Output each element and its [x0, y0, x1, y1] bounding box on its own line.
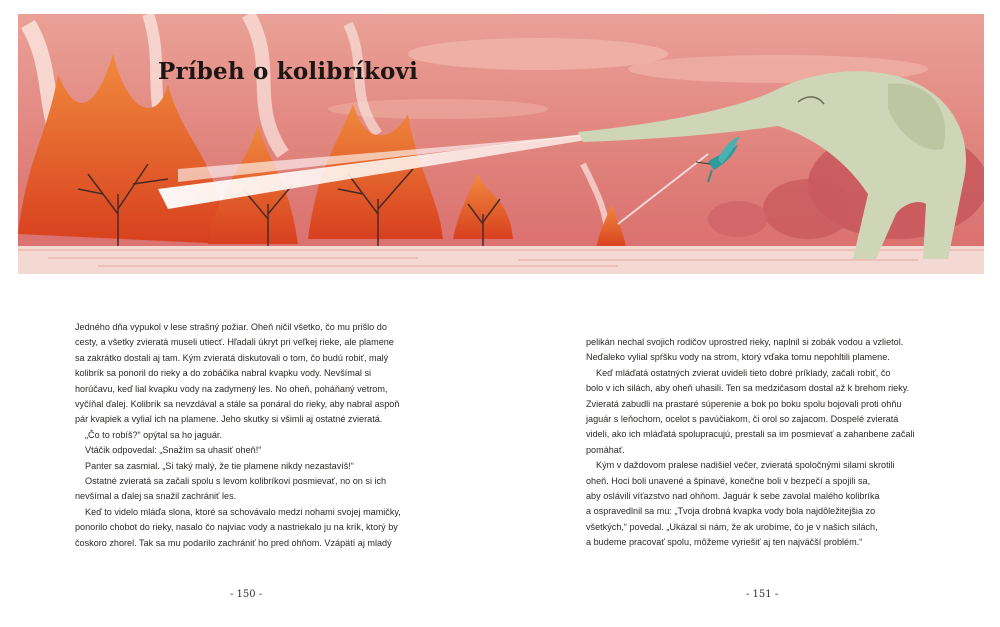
text-line: nevšímal a ďalej sa snažil zachrániť les.	[75, 491, 237, 502]
forest-fire-illustration	[18, 14, 984, 274]
text-line: a budeme pracovať spolu, môžeme vyriešiť aj ten najväčší problém.“	[586, 537, 863, 548]
text-line: vyčíňal ďalej. Kolibrík sa nevzdával a stále sa ponáral do rieky, aby nabral aspoň	[75, 399, 400, 410]
illustration-banner	[18, 14, 984, 274]
text-line: Panter sa zasmial. „Si taký malý, že tie plamene nikdy nezastavíš!“	[85, 460, 354, 471]
text-line: všetkých,“ povedal. „Ukázal si nám, že ak urobíme, čo je v našich silách,	[586, 521, 878, 532]
text-line: „Čo to robíš?“ opýtal sa ho jaguár.	[85, 429, 222, 440]
page-title: Príbeh o kolibríkovi	[158, 58, 419, 85]
cloud	[408, 38, 668, 70]
text-line: Vtáčik odpovedal: „Snažím sa uhasiť oheň!“	[85, 445, 262, 456]
text-line: videli, ako ich mláďatá spolupracujú, prestali sa im posmievať a zahanbene začali	[586, 429, 915, 440]
text-line: aby oslávili víťazstvo nad ohňom. Jaguár k sebe zavolal malého kolibríka	[586, 491, 880, 502]
text-column-left	[75, 320, 425, 551]
text-column-right	[586, 335, 946, 551]
text-line: Kým v daždovom pralese nadišiel večer, zvieratá spoločnými silami skrotili	[596, 460, 895, 471]
text-line: sa zakrátko dostali aj tam. Kým zvieratá diskutovali o tom, čo budú robiť, malý	[75, 352, 389, 363]
text-line: ponorilo chobot do rieky, nasalo čo najviac vody a nastriekalo ju na krík, ktorý by	[75, 522, 398, 533]
text-line: pár kvapiek a vylial ich na plamene. Jeho skutky si všimli aj ostatné zvieratá.	[75, 414, 383, 425]
text-line: pomáhať.	[586, 444, 625, 455]
text-line: a ospravedlnil sa mu: „Tvoja drobná kvapka vody bola najdôležitejšia zo	[586, 506, 876, 517]
text-line: Keď to videlo mláďa slona, ktoré sa schovávalo medzi nohami svojej mamičky,	[85, 506, 401, 517]
text-line: jaguár s leňochom, ocelot s pavúčiakom, či orol so zajacom. Dospelé zvieratá	[586, 414, 899, 425]
text-line: pelikán nechal svojich rodičov uprostred rieky, naplnil si zobák vodou a vzlietol.	[586, 337, 904, 347]
text-line: horúčavu, keď lial kvapku vody na zadymený les. No oheň, poháňaný vetrom,	[75, 383, 388, 394]
text-line: oheň. Hoci boli unavené a špinavé, konečne boli v bezpečí a spojili sa,	[586, 475, 871, 486]
text-line: Jedného dňa vypukol v lese strašný požiar. Oheň ničil všetko, čo mu prišlo do	[75, 322, 387, 332]
page-number-left: - 150 -	[230, 589, 263, 600]
page-number-right: - 151 -	[746, 589, 779, 600]
text-line: Neďaleko vylial spŕšku vody na strom, ktorý vďaka tomu nepohltili plamene.	[586, 352, 890, 363]
text-line: kolibrík sa ponoril do rieky a do zobáčika nabral kvapku vody. Nevšímal si	[75, 368, 372, 379]
bush	[763, 179, 853, 239]
bush	[708, 201, 768, 237]
text-line: Keď mláďatá ostatných zvierat uvideli tieto dobré príklady, začali robiť, čo	[596, 367, 891, 378]
text-line: cesty, a všetky zvieratá museli utiecť. Hľadali úkryt pri veľkej rieke, ale plamene	[75, 337, 394, 348]
text-line: bolo v ich silách, aby oheň uhasili. Ten sa medzičasom dostal až k brehom rieky.	[586, 383, 910, 394]
text-line: Zvieratá zabudli na prastaré súperenie a bok po boku spolu bojovali proti ohňu	[586, 398, 902, 409]
text-line: čoskoro zhorel. Tak sa mu podarilo zachrániť ho pred ohňom. Vzápätí aj mladý	[75, 537, 392, 548]
text-line: Ostatné zvieratá sa začali spolu s levom kolibríkovi posmievať, no on si ich	[85, 476, 387, 487]
